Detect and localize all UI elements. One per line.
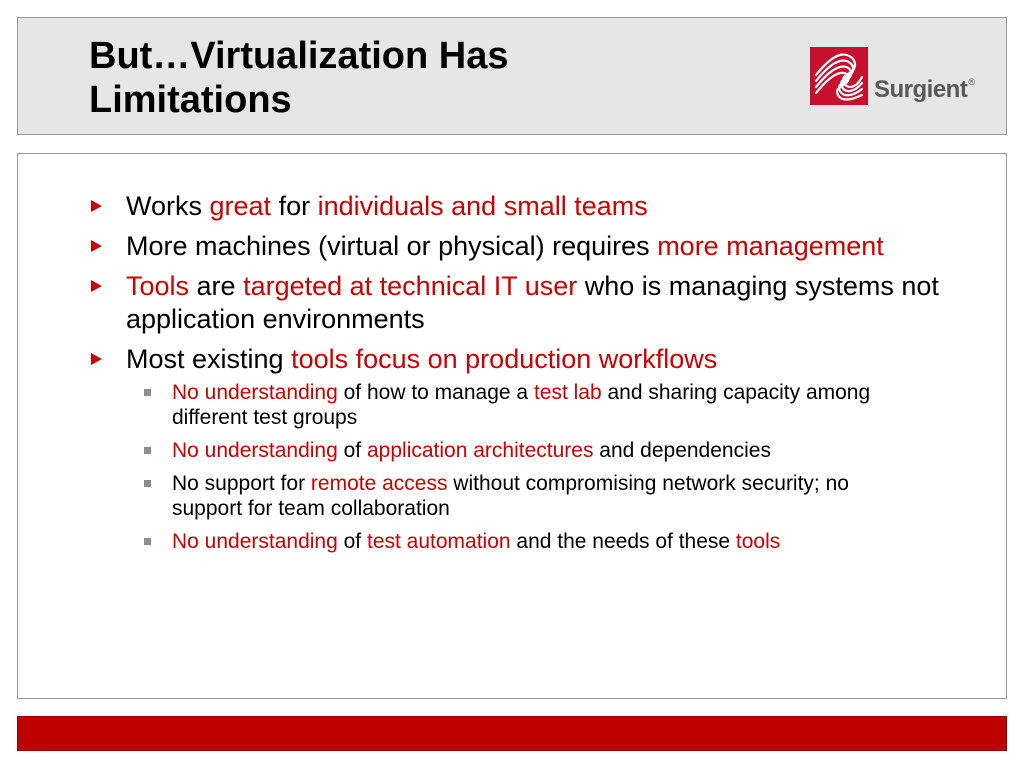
triangle-bullet-icon: [91, 353, 102, 365]
triangle-bullet-icon: [91, 240, 102, 252]
logo-name: Surgient: [874, 76, 968, 103]
highlight-text: tools: [735, 530, 781, 553]
highlight-text: application architectures: [366, 439, 594, 462]
highlight-text: remote access: [310, 472, 448, 495]
square-bullet-icon: [144, 538, 151, 545]
bullet-text: More machines (virtual or physical) requires: [126, 231, 658, 261]
square-bullet-icon: [144, 480, 151, 487]
sub-bullet-item: [126, 529, 902, 554]
logo-wordmark: [874, 69, 974, 103]
bullet-text: who is managing systems not application environments: [126, 271, 939, 334]
bullet-item: [88, 343, 968, 554]
highlight-text: test automation: [366, 530, 511, 553]
slide-body: [17, 153, 1007, 699]
footer-bar: [17, 716, 1007, 751]
bullet-text: for: [271, 191, 318, 221]
bullet-text: and the needs of these: [510, 530, 736, 553]
bullet-text: are: [189, 271, 244, 301]
highlight-text: individuals and small teams: [317, 191, 648, 221]
bullet-item: [88, 190, 968, 223]
square-bullet-icon: [144, 389, 151, 396]
highlight-text: No understanding: [172, 381, 338, 404]
triangle-bullet-icon: [91, 280, 102, 292]
highlight-text: targeted at technical IT user: [243, 271, 578, 301]
sub-bullet-item: [126, 438, 902, 463]
surgient-logo: [810, 47, 990, 107]
sub-bullet-item: [126, 380, 902, 430]
highlight-text: No understanding: [172, 439, 338, 462]
highlight-text: Tools: [126, 271, 190, 301]
bullet-item: [88, 230, 968, 263]
bullet-text: without compromising network security; no support for team collaboration: [172, 472, 849, 520]
logo-mark-icon: [810, 47, 868, 105]
bullet-text: of how to manage a: [337, 381, 534, 404]
bullet-text: of: [337, 439, 367, 462]
bullet-text: Most existing: [126, 344, 292, 374]
title-line-2: Limitations: [89, 79, 292, 121]
slide-header: [17, 17, 1007, 135]
square-bullet-icon: [144, 447, 151, 454]
bullet-text: of: [337, 530, 367, 553]
highlight-text: tools focus on production workflows: [291, 344, 718, 374]
bullet-text: No support for: [172, 472, 311, 495]
slide-title: [89, 34, 689, 122]
sub-bullet-item: [126, 471, 902, 521]
sub-bullet-list: [126, 380, 968, 554]
bullet-list: [88, 190, 968, 562]
highlight-text: great: [209, 191, 272, 221]
logo-trademark: ®: [968, 77, 975, 87]
highlight-text: No understanding: [172, 530, 338, 553]
bullet-text: and dependencies: [593, 439, 771, 462]
bullet-text: Works: [126, 191, 210, 221]
bullet-text: and sharing capacity among different test groups: [172, 381, 871, 429]
triangle-bullet-icon: [91, 200, 102, 212]
highlight-text: more management: [657, 231, 884, 261]
title-line-1: But…Virtualization Has: [89, 35, 509, 77]
bullet-item: [88, 270, 968, 336]
highlight-text: test lab: [533, 381, 602, 404]
